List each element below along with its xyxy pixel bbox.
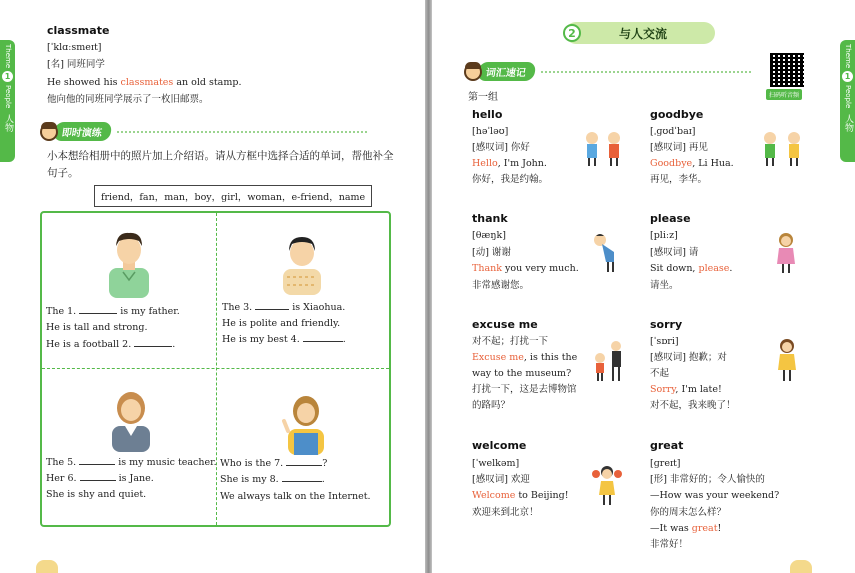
entry-excuse-me-example: Excuse me, is this the: [472, 352, 578, 363]
entry-excuse-me-word: excuse me: [472, 318, 538, 331]
qr-label: 扫码听音频: [766, 89, 802, 100]
answer-blank-5[interactable]: [79, 456, 115, 465]
girl-waving-illustration-icon: [280, 391, 330, 455]
cell2-line2: He is polite and friendly.: [222, 318, 341, 329]
entry-great-example-q: —How was your weekend?: [650, 490, 780, 501]
entry-hello-phonetic: [həˈləʊ]: [472, 126, 509, 137]
entry-sorry-pos: [感叹词] 抱歉；对: [650, 352, 727, 363]
asking-directions-illustration-icon: [592, 340, 624, 382]
entry-welcome-phonetic: [ˈwelkəm]: [472, 458, 520, 469]
practice-instruction-cont: 句子。: [47, 167, 79, 179]
cell1-line3: He is a football 2. .: [46, 339, 176, 350]
page-corner-decoration-icon: [36, 560, 58, 573]
entry-great-cn: 非常好！: [650, 539, 689, 550]
cell4-line1: Who is the 7. ?: [220, 458, 328, 469]
vocab-header-title: 词汇速记: [477, 62, 537, 81]
practice-title: 即时演练: [53, 122, 113, 141]
entry-thank-example: Thank you very much.: [472, 263, 579, 274]
answer-blank-8[interactable]: [282, 473, 322, 482]
tab-topic-label: People: [4, 85, 12, 109]
kid-avatar-icon: [40, 123, 58, 141]
boy-bowing-illustration-icon: [592, 232, 622, 272]
entry-hello-example: Hello, I'm John.: [472, 158, 547, 169]
entry-excuse-me-cn-2: 的路吗？: [472, 400, 511, 411]
highlight-word: classmates: [120, 77, 174, 88]
section-number: 2: [563, 24, 581, 42]
cell2-line1: The 3. is Xiaohua.: [222, 302, 346, 313]
entry-sorry-word: sorry: [650, 318, 683, 331]
girl-standing-illustration-icon: [774, 232, 798, 274]
cell3-line2: Her 6. is Jane.: [46, 473, 154, 484]
vocab-word: classmate: [47, 24, 110, 37]
entry-great-cn-q: 你的周末怎么样？: [650, 507, 727, 518]
entry-please-example: Sit down, please.: [650, 263, 733, 274]
vocab-example: He showed his classmates an old stamp.: [47, 77, 242, 88]
grid-divider-h: [42, 368, 389, 369]
entry-sorry-example: Sorry, I'm late!: [650, 384, 722, 395]
tab-topic-cn: 人物: [3, 114, 13, 133]
section-title: 与人交流: [619, 26, 668, 41]
entry-excuse-me-pos: 对不起；打扰一下: [472, 336, 549, 347]
entry-welcome-cn: 欢迎来到北京！: [472, 507, 539, 518]
vocab-pos: [名] 同班同学: [47, 59, 105, 70]
tab-theme-number: 1: [842, 71, 853, 82]
entry-goodbye-cn: 再见，李华。: [650, 174, 708, 185]
entry-sorry-phonetic: [ˈsɒri]: [650, 336, 679, 347]
entry-great-pos: [形] 非常好的；令人愉快的: [650, 474, 765, 485]
grid-divider-v: [216, 213, 217, 525]
entry-great-phonetic: [ɡreɪt]: [650, 458, 681, 469]
entry-please-pos: [感叹词] 请: [650, 247, 699, 258]
group-label: 第一组: [468, 92, 498, 103]
book-spine: [425, 0, 432, 573]
cell4-line3: We always talk on the Internet.: [220, 491, 371, 502]
entry-great-word: great: [650, 439, 684, 452]
entry-excuse-me-example-2: way to the museum?: [472, 368, 572, 379]
kids-greeting-illustration-icon: [582, 128, 626, 168]
answer-blank-1[interactable]: [79, 305, 117, 314]
entry-please-word: please: [650, 212, 691, 225]
tab-topic-cn: 人物: [843, 114, 853, 133]
kid-avatar-icon: [464, 63, 482, 81]
cell3-line1: The 5. is my music teacher.: [46, 457, 217, 468]
tab-theme-number: 1: [2, 71, 13, 82]
tab-theme-label: Theme: [4, 44, 12, 69]
girl-with-pompoms-illustration-icon: [592, 464, 622, 506]
entry-hello-word: hello: [472, 108, 503, 121]
section-header: [565, 22, 715, 44]
qr-code-icon[interactable]: [770, 53, 804, 87]
entry-please-phonetic: [pliːz]: [650, 230, 678, 241]
entry-sorry-pos-2: 不起: [650, 368, 670, 379]
woman-teacher-illustration-icon: [108, 388, 154, 452]
answer-blank-6[interactable]: [80, 472, 116, 481]
entry-please-cn: 请坐。: [650, 280, 679, 291]
entry-goodbye-phonetic: [ˌɡʊdˈbaɪ]: [650, 126, 696, 137]
entry-hello-cn: 你好，我是约翰。: [472, 174, 549, 185]
entry-thank-cn: 非常感谢您。: [472, 280, 530, 291]
cell1-line2: He is tall and strong.: [46, 322, 148, 333]
entry-sorry-cn: 对不起，我来晚了！: [650, 400, 736, 411]
vocab-example-cn: 他向他的同班同学展示了一枚旧邮票。: [47, 94, 209, 105]
cell4-line2: She is my 8. .: [220, 474, 325, 485]
cell3-line3: She is shy and quiet.: [46, 489, 147, 500]
entry-welcome-word: welcome: [472, 439, 527, 452]
side-tab-right[interactable]: [840, 40, 855, 162]
entry-excuse-me-cn: 打扰一下，这是去博物馆: [472, 384, 577, 395]
left-page: [0, 0, 425, 573]
dotted-divider: [541, 71, 751, 73]
father-illustration-icon: [103, 228, 155, 298]
entry-welcome-example: Welcome to Beijing!: [472, 490, 569, 501]
tab-topic-label: People: [844, 85, 852, 109]
side-tab-left[interactable]: [0, 40, 15, 162]
kids-waving-illustration-icon: [760, 128, 804, 168]
vocab-phonetic: [ˈklɑːsmeɪt]: [47, 42, 102, 53]
entry-welcome-pos: [感叹词] 欢迎: [472, 474, 530, 485]
answer-blank-4[interactable]: [303, 333, 343, 342]
entry-great-example-a: —It was great!: [650, 523, 722, 534]
entry-thank-word: thank: [472, 212, 508, 225]
cell2-line3: He is my best 4. .: [222, 334, 346, 345]
page-corner-decoration-icon: [790, 560, 812, 573]
cell1-line1: The 1. is my father.: [46, 306, 180, 317]
entry-goodbye-example: Goodbye, Li Hua.: [650, 158, 734, 169]
entry-hello-pos: [感叹词] 你好: [472, 142, 530, 153]
entry-thank-phonetic: [θæŋk]: [472, 230, 506, 241]
answer-blank-7[interactable]: [286, 457, 322, 466]
practice-instruction: 小本想给相册中的照片加上介绍语。请从方框中选择合适的单词，帮他补全: [47, 150, 394, 162]
entry-goodbye-word: goodbye: [650, 108, 704, 121]
tab-theme-label: Theme: [844, 44, 852, 69]
word-bank-box: friend，fan，man，boy，girl，woman，e-friend，name: [94, 185, 372, 207]
practice-header: [40, 122, 367, 141]
dotted-divider: [117, 131, 367, 133]
girl-apologizing-illustration-icon: [776, 338, 798, 382]
answer-blank-2[interactable]: [134, 338, 172, 347]
answer-blank-3[interactable]: [255, 301, 289, 310]
boy-illustration-icon: [279, 233, 325, 295]
vocab-header: [464, 62, 751, 81]
entry-goodbye-pos: [感叹词] 再见: [650, 142, 708, 153]
entry-thank-pos: [动] 谢谢: [472, 247, 511, 258]
